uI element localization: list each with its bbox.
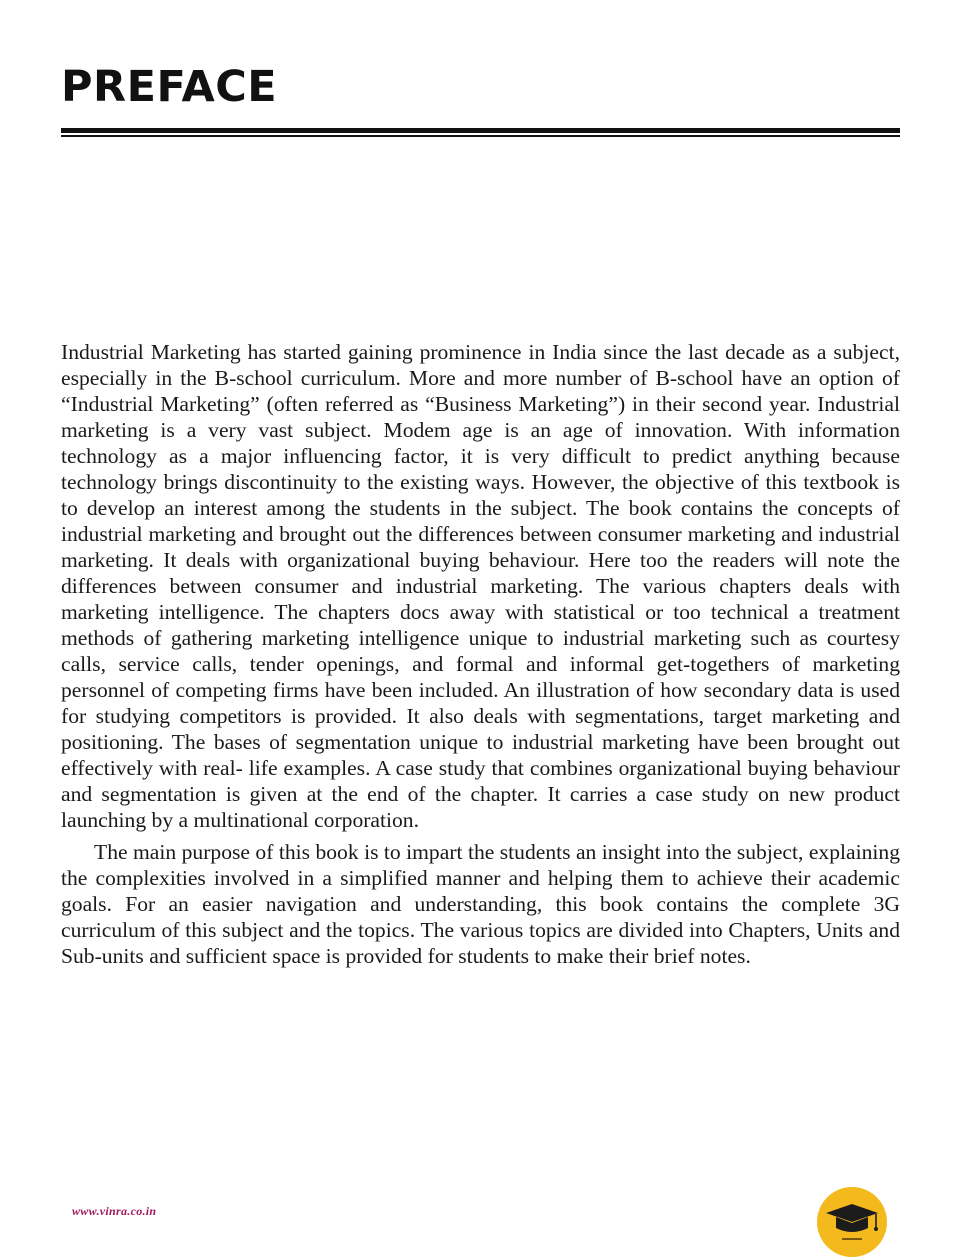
footer-url[interactable]: www.vinra.co.in: [72, 1204, 157, 1218]
paragraph-2: The main purpose of this book is to impart the students an insight into the subject, explaining the complexities involved in a simplified manner and helping them to achieve their academic goals. For an easier navigation and understanding, this book contains the complete 3G curriculum of this subject and the topics. The various topics are divided into Chapters, Units and Sub-units and sufficient space is provided for students to make their brief notes.: [61, 840, 900, 968]
paragraph-1: Industrial Marketing has started gaining prominence in India since the last decade as a subject, especially in the B-school curriculum. More and more number of B-school have an option of “Industrial Marketing” (often referred as “Business Marketing”) in their second year. Industrial marketing is a very vast subject. Modem age is an age of innovation. With information technology as a major influencing factor, it is very difficult to predict anything because technology brings discontinuity to the existing ways. However, the objective of this textbook is to develop an interest among the students in the subject. The book contains the concepts of industrial marketing and brought out the differences between consumer marketing and industrial marketing. It deals with organizational buying behaviour. Here too the readers will note the differences between consumer and industrial marketing. The various chapters deals with marketing intelligence. The chapters docs away with statistical or too technical a treatment methods of gathering marketing intelligence unique to industrial marketing such as courtesy calls, service calls, tender openings, and formal and informal get-togethers of marketing personnel of competing firms have been included. An illustration of how secondary data is used for studying competitors is provided. It also deals with segmentations, target marketing and positioning. The bases of segmentation unique to industrial marketing have been brought out effectively with real- life examples. A case study that combines organizational buying behaviour and segmentation is given at the end of the chapter. It carries a case study on new product launching by a multinational corporation.: [61, 340, 900, 832]
title-rule-thin: [61, 135, 900, 137]
preface-body: [61, 339, 900, 969]
title-rule-thick: [61, 128, 900, 133]
graduation-cap-icon: [816, 1186, 888, 1258]
page-title: PREFACE: [61, 62, 278, 112]
